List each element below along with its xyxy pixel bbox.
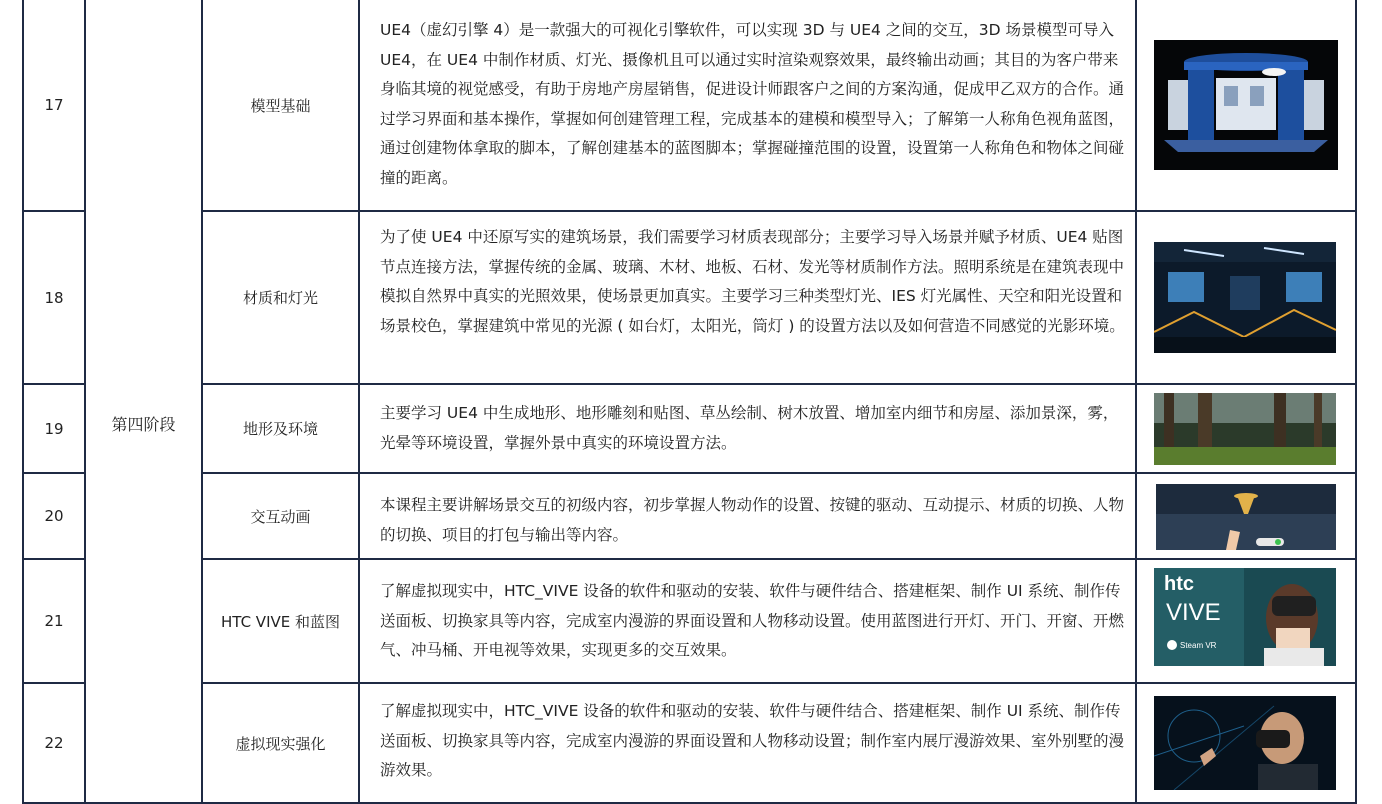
row-topic: 模型基础 (250, 96, 311, 115)
row-topic: 地形及环境 (242, 420, 318, 438)
table-border (201, 472, 1357, 474)
gallery-lighting-image (1154, 242, 1336, 353)
vive-logo: VIVE (1166, 599, 1221, 626)
table-border (201, 558, 1357, 560)
table-border (201, 682, 1357, 684)
row-description: 主要学习 UE4 中生成地形、地形雕刻和贴图、草丛绘制、树木放置、增加室内细节和房屋、添加景深，雾，光晕等环境设置，掌握外景中真实的环境设置方法。 (380, 404, 1119, 452)
table-border (201, 210, 1357, 212)
row-number: 19 (44, 419, 64, 438)
htc-vive-image (1154, 568, 1336, 666)
row-number: 22 (44, 734, 64, 752)
htc-logo: htc (1164, 573, 1194, 595)
row-topic: 材质和灯光 (242, 289, 318, 307)
row-description: 为了使 UE4 中还原写实的建筑场景，我们需要学习材质表现部分；主要学习导入场景并赋予材质、UE4 贴图节点连接方法，掌握传统的金属、玻璃、木材、地板、石材、发光等材质制作方法。照明系统是在建筑表现中模拟自然界中真实的光照效果，使场景更加真实。主要学习三种类型灯光、IES 灯光属性、天空和阳光设置和场景校色，掌握建筑中常见的光源 ( 如台灯，太阳光，筒灯 ) 的设置方法以及如何营造不同感觉的光影环境。 (380, 228, 1125, 335)
row-description: 本课程主要讲解场景交互的初级内容，初步掌握人物动作的设置、按键的驱动、互动提示、材质的切换、人物的切换、项目的打包与输出等内容。 (380, 496, 1125, 544)
row-topic: 虚拟现实强化 (235, 734, 326, 753)
row-topic: HTC VIVE 和蓝图 (221, 612, 340, 631)
row-topic: 交互动画 (250, 507, 311, 526)
exhibition-booth-image (1154, 40, 1338, 170)
stage-label: 第四阶段 (111, 414, 176, 434)
row-description: 了解虚拟现实中，HTC_VIVE 设备的软件和驱动的安装、软件与硬件结合、搭建框架、制作 UI 系统、制作传送面板、切换家具等内容，完成室内漫游的界面设置和人物移动设置。使用蓝图进行开灯、开门、开窗、开燃气、冲马桶、开电视等效果，实现更多的交互效果。 (380, 582, 1125, 660)
row-number: 17 (44, 96, 64, 114)
forest-terrain-image (1154, 393, 1336, 465)
vr-interaction-image (1156, 484, 1336, 550)
steam-vr-badge: Steam VR (1180, 641, 1217, 650)
row-number: 18 (44, 288, 64, 307)
row-description: UE4（虚幻引擎 4）是一款强大的可视化引擎软件，可以实现 3D 与 UE4 之间的交互，3D 场景模型可导入 UE4，在 UE4 中制作材质、灯光、摄像机且可以通过实时渲染观察效果，最终输出动画；其目的为客户带来身临其境的视觉感受，有助于房地产房屋销售，促进设计师跟客户之间的方案沟通，促成甲乙双方的合作。通过学习界面和基本操作，掌握如何创建管理工程，完成基本的建模和模型导入；了解第一人称角色视角蓝图，通过创建物体拿取的脚本，了解创建基本的蓝图脚本；掌握碰撞范围的设置，设置第一人称角色和物体之间碰撞的距离。 (380, 21, 1125, 187)
row-description: 了解虚拟现实中，HTC_VIVE 设备的软件和驱动的安装、软件与硬件结合、搭建框架、制作 UI 系统、制作传送面板、切换家具等内容，完成室内漫游的界面设置和人物移动设置；制作室内展厅漫游效果、室外别墅的漫游效果。 (380, 702, 1125, 780)
row-number: 21 (44, 612, 64, 630)
row-number: 20 (44, 507, 64, 525)
vr-headset-image (1154, 696, 1336, 790)
table-border (201, 383, 1357, 385)
